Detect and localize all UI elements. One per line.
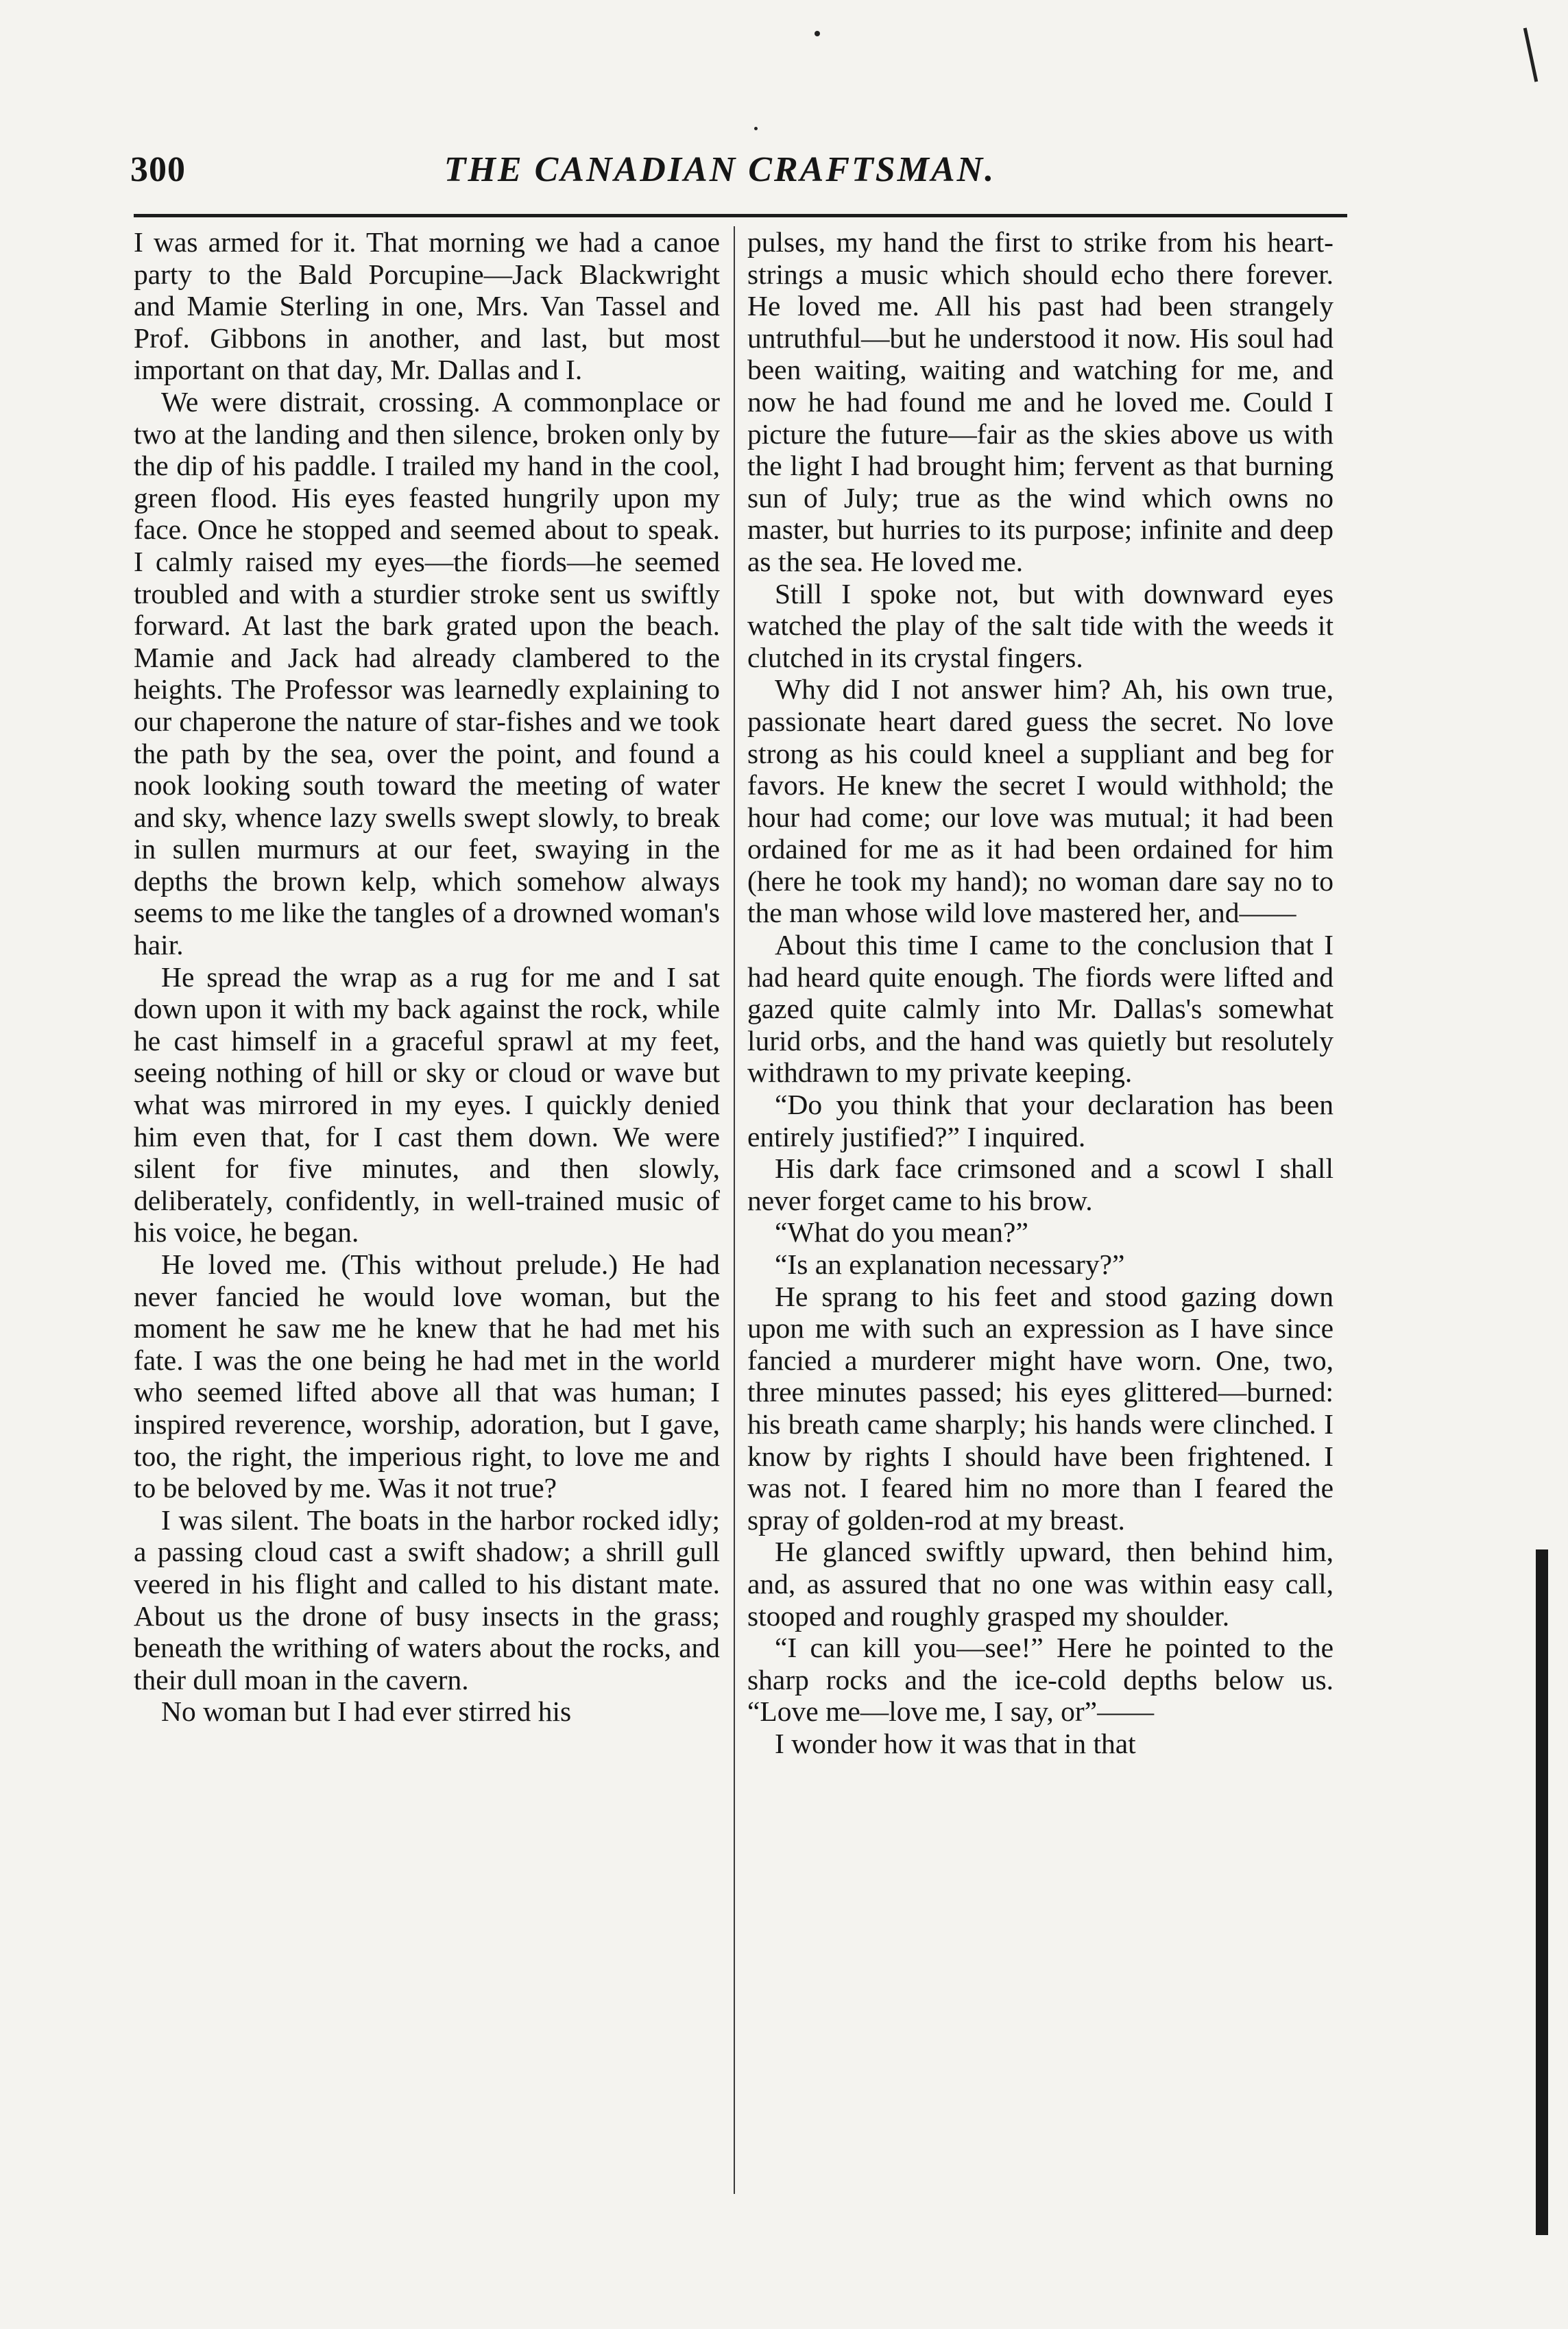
paragraph: I was silent. The boats in the harbor rocked idly; a passing cloud cast a swift shadow; a shrill gull veered in his flight and called to his distant mate. About us the drone of busy insects in the grass; beneath the writhing of waters about the rocks, and their dull moan in the cavern.	[134, 1504, 720, 1696]
paragraph: He sprang to his feet and stood gazing down upon me with such an expression as I have since fancied a murderer might have worn. One, two, three minutes passed; his eyes glittered—burned: his breath came sharply; his hands were clinched. I know by rights I should have been frightened. I was not. I feared him no more than I feared the spray of golden-rod at my breast.	[747, 1280, 1334, 1536]
paragraph: “I can kill you—see!” Here he pointed to the sharp rocks and the ice-cold depths below us. “Love me—love me, I say, or”——	[747, 1632, 1334, 1728]
paragraph: His dark face crimsoned and a scowl I shall never forget came to his brow.	[747, 1153, 1334, 1216]
paragraph: “Is an explanation necessary?”	[775, 1248, 1125, 1280]
paragraph: pulses, my hand the first to strike from his heart-strings a music which should echo there forever. He loved me. All his past had been strangely untruthful—but he understood it now. His soul had been waiting, waiting and watching for me, and now he had found me and he loved me. Could I picture the future—fair as the skies above us with the light I had brought him; fervent as that burning sun of July; true as the wind which owns no master, but hurries to its purpose; infinite and deep as the sea. He loved me.	[747, 226, 1334, 577]
paragraph: We were distrait, crossing. A commonplace or two at the landing and then silence, broken only by the dip of his paddle. I trailed my hand in the cool, green flood. His eyes feasted hungrily upon my face. Once he stopped and seemed about to speak. I calmly raised my eyes—the fiords—he seemed troubled and with a sturdier stroke sent us swiftly forward. At last the bark grated upon the beach. Mamie and Jack had already clambered to the heights. The Professor was learnedly explaining to our chaperone the nature of star-fishes and we took the path by the sea, over the point, and found a nook looking south toward the meeting of water and sky, whence lazy swells swept slowly, to break in sullen murmurs at our feet, swaying in the depths the brown kelp, which somehow always seems to me like the tangles of a drowned woman's hair.	[134, 385, 720, 961]
right-column	[747, 226, 1334, 1760]
paragraph: About this time I came to the conclusion that I had heard quite enough. The fiords were lifted and gazed quite calmly into Mr. Dallas's somewhat lurid orbs, and the hand was quietly but resolutely withdrawn to my private keeping.	[747, 929, 1334, 1089]
left-column	[134, 226, 720, 1728]
paragraph: “What do you mean?”	[775, 1216, 1028, 1248]
paragraph: Still I spoke not, but with downward eyes watched the play of the salt tide with the weeds it clutched in its crystal fingers.	[747, 577, 1334, 673]
page-header	[130, 149, 1310, 197]
paragraph: I was armed for it. That morning we had a canoe party to the Bald Porcupine—Jack Blackwright and Mamie Sterling in one, Mrs. Van Tassel and Prof. Gibbons in another, and last, but most important on that day, Mr. Dallas and I.	[134, 226, 720, 386]
paragraph: Why did I not answer him? Ah, his own true, passionate heart dared guess the secret. No love strong as his could kneel a suppliant and beg for favors. He knew the secret I would withhold; the hour had come; our love was mutual; it had been ordained for me as it had been ordained for him (here he took my hand); no woman dare say no to the man whose wild love mastered her, and——	[747, 673, 1334, 929]
scan-speck	[815, 31, 820, 36]
paragraph: “Do you think that your declaration has been entirely justified?” I inquired.	[747, 1089, 1334, 1153]
column-divider	[734, 226, 735, 2194]
page-number: 300	[130, 150, 186, 189]
header-rule	[134, 214, 1347, 217]
paragraph: He spread the wrap as a rug for me and I sat down upon it with my back against the rock, while he cast himself in a graceful sprawl at my feet, seeing nothing of hill or sky or cloud or wave but what was mirrored in my eyes. I quickly denied him even that, for I cast them down. We were silent for five minutes, and then slowly, deliberately, confidently, in well-trained music of his voice, he began.	[134, 961, 720, 1248]
scan-gutter-shadow	[1536, 1549, 1548, 2235]
paragraph: I wonder how it was that in that	[775, 1727, 1136, 1759]
paragraph: He loved me. (This without prelude.) He had never fancied he would love woman, but the moment he saw me he knew that he had met his fate. I was the one being he had met in the world who seemed lifted above all that was human; I inspired reverence, worship, adoration, but I gave, too, the right, the imperious right, to love me and to be beloved by me. Was it not true?	[134, 1248, 720, 1504]
scan-speck	[754, 127, 758, 130]
scan-mark	[1523, 27, 1539, 82]
paragraph: He glanced swiftly upward, then behind him, and, as assured that no one was within easy call, stooped and roughly grasped my shoulder.	[747, 1536, 1334, 1632]
running-title: THE CANADIAN CRAFTSMAN.	[444, 150, 996, 189]
paragraph: No woman but I had ever stirred his	[161, 1696, 572, 1728]
